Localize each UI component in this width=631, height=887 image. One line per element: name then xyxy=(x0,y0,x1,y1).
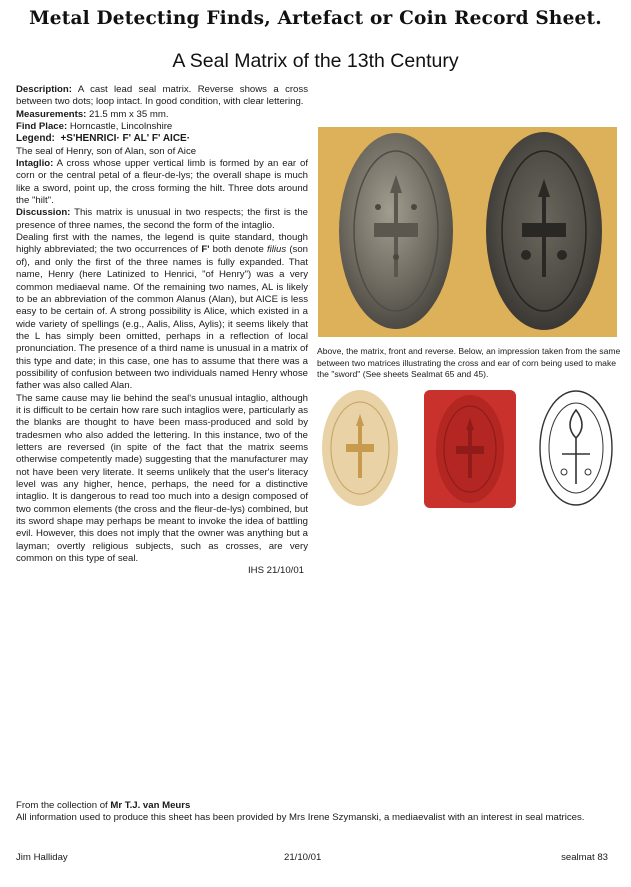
signoff: IHS 21/10/01 xyxy=(247,565,304,577)
red-wax-impression xyxy=(424,390,516,508)
find-place-label: Find Place: xyxy=(16,121,68,133)
matrix-photo-image xyxy=(318,127,617,337)
description-label: Description: xyxy=(16,84,72,95)
intaglio-paragraph xyxy=(16,158,308,207)
description-text: A cast lead seal matrix. Reverse shows a cross between two dots; loop intact. In good condition, with clear lettering. xyxy=(16,84,308,108)
names-text-b: both denote xyxy=(209,244,267,256)
intaglio-text: A cross whose upper vertical limb is formed by an ear of corn or the central petal of a fleur-de-lys; the overall shape is much like a sword, point up, the cross forming the hilt. Three dots around the "hilt". xyxy=(16,158,308,207)
author-name: Jim Halliday xyxy=(16,852,68,863)
collection-line xyxy=(16,800,616,812)
measurements-text: 21.5 mm x 35 mm. xyxy=(86,108,169,120)
sheet-header-title: Metal Detecting Finds, Artefact or Coin Record Sheet. xyxy=(29,8,602,29)
matrix-photos xyxy=(318,127,617,337)
footer xyxy=(16,800,616,824)
description-paragraph xyxy=(16,84,308,109)
find-place-line xyxy=(16,121,308,133)
page-title: A Seal Matrix of the 13th Century xyxy=(172,50,459,72)
collection-owner: Mr T.J. van Meurs xyxy=(110,800,191,811)
sheet-reference: sealmat 83 xyxy=(561,852,608,863)
names-paragraph xyxy=(16,232,308,392)
legend-text: +S'HENRICI· F' AL' F' AICE· xyxy=(54,133,191,145)
intaglio-discussion-paragraph: The same cause may lie behind the seal's unusual intaglio, although it is difficult to be certain how rare such intaglios were, particularly as the blanks are thought to have been mass-produced and sold by tradesmen who also added the lettering. In this instance, two of the letters are reversed (in spite of the fact that the matrix seems otherwise competently made) suggesting that the manufacturer may not have been very literate. It seems unlikely that the user's literacy level was any higher, hence, perhaps, the need for a distinctive intaglio. It is dangerous to read too much into a design composed of two common elements (the cross and the fleur-de-lys) combined, but its sword shape may perhaps be meant to invoke the idea of battling evil. However, this does not imply that the owner was anything but a layman; overtly religious subjects, such as crosses, are very common on this type of seal. xyxy=(16,392,308,565)
matrix-reverse xyxy=(486,132,602,330)
find-place-text: Horncastle, Lincolnshire xyxy=(67,121,173,133)
legend-line xyxy=(16,133,308,145)
legend-translation: The seal of Henry, son of Alan, son of Aice xyxy=(16,145,197,157)
information-credit: All information used to produce this sheet has been provided by Mrs Irene Szymanski, a mediaevalist with an interest in seal matrices. xyxy=(16,812,585,823)
footer-date: 21/10/01 xyxy=(284,852,322,863)
discussion-label: Discussion: xyxy=(16,207,71,219)
seal-impressions-image xyxy=(318,388,618,510)
names-filius: filius xyxy=(266,244,287,256)
discussion-paragraph xyxy=(16,207,308,232)
drawing-impression xyxy=(540,391,612,505)
footer-bottom-line xyxy=(16,852,616,866)
intaglio-label: Intaglio: xyxy=(16,158,54,170)
discussion-text: This matrix is unusual in two respects; the first is the presence of three names, the second the form of the intaglio. xyxy=(16,207,308,231)
names-f-abbrev: F' xyxy=(201,244,210,256)
legend-label: Legend: xyxy=(16,133,55,145)
measurements-label: Measurements: xyxy=(16,108,87,120)
measurements-line xyxy=(16,109,308,121)
record-body xyxy=(16,84,308,578)
seal-impressions xyxy=(318,388,618,510)
names-text-a: Dealing first with the names, the legend is quite standard, though highly abbreviated; the two occurrences of xyxy=(16,232,308,256)
matrix-front xyxy=(339,133,453,329)
plaster-impression xyxy=(322,390,398,506)
collection-prefix: From the collection of xyxy=(16,800,111,811)
names-text-c: (son of), and only the first of the three names is fully expanded. That name, Henry (here Latinized to Henrici, "of Henry") was a very common mediaeval name. Of the remaining two names, AL is likely to be an abbreviation of the common Alanus (Alan), but AICE is less easy to be certain of. A strong possibility is Alice, which existed in a wide variety of spellings (e.g., Aalis, Aliss, Aylis); it seems likely that the L has simply been omitted, perhaps in a reflection of local pronunciation. The presence of a third name is unusual in a matrix of this type and date; in this case, one has to assume that there was a possibility of confusion between two individuals named Henry whose father was also called Alan. xyxy=(16,244,308,392)
photo-caption: Above, the matrix, front and reverse. Below, an impression taken from the same between two matrices illustrating the cross and ear of corn being used to make the "sword" (See sheets Sealmat 65 and 45). xyxy=(317,346,621,380)
